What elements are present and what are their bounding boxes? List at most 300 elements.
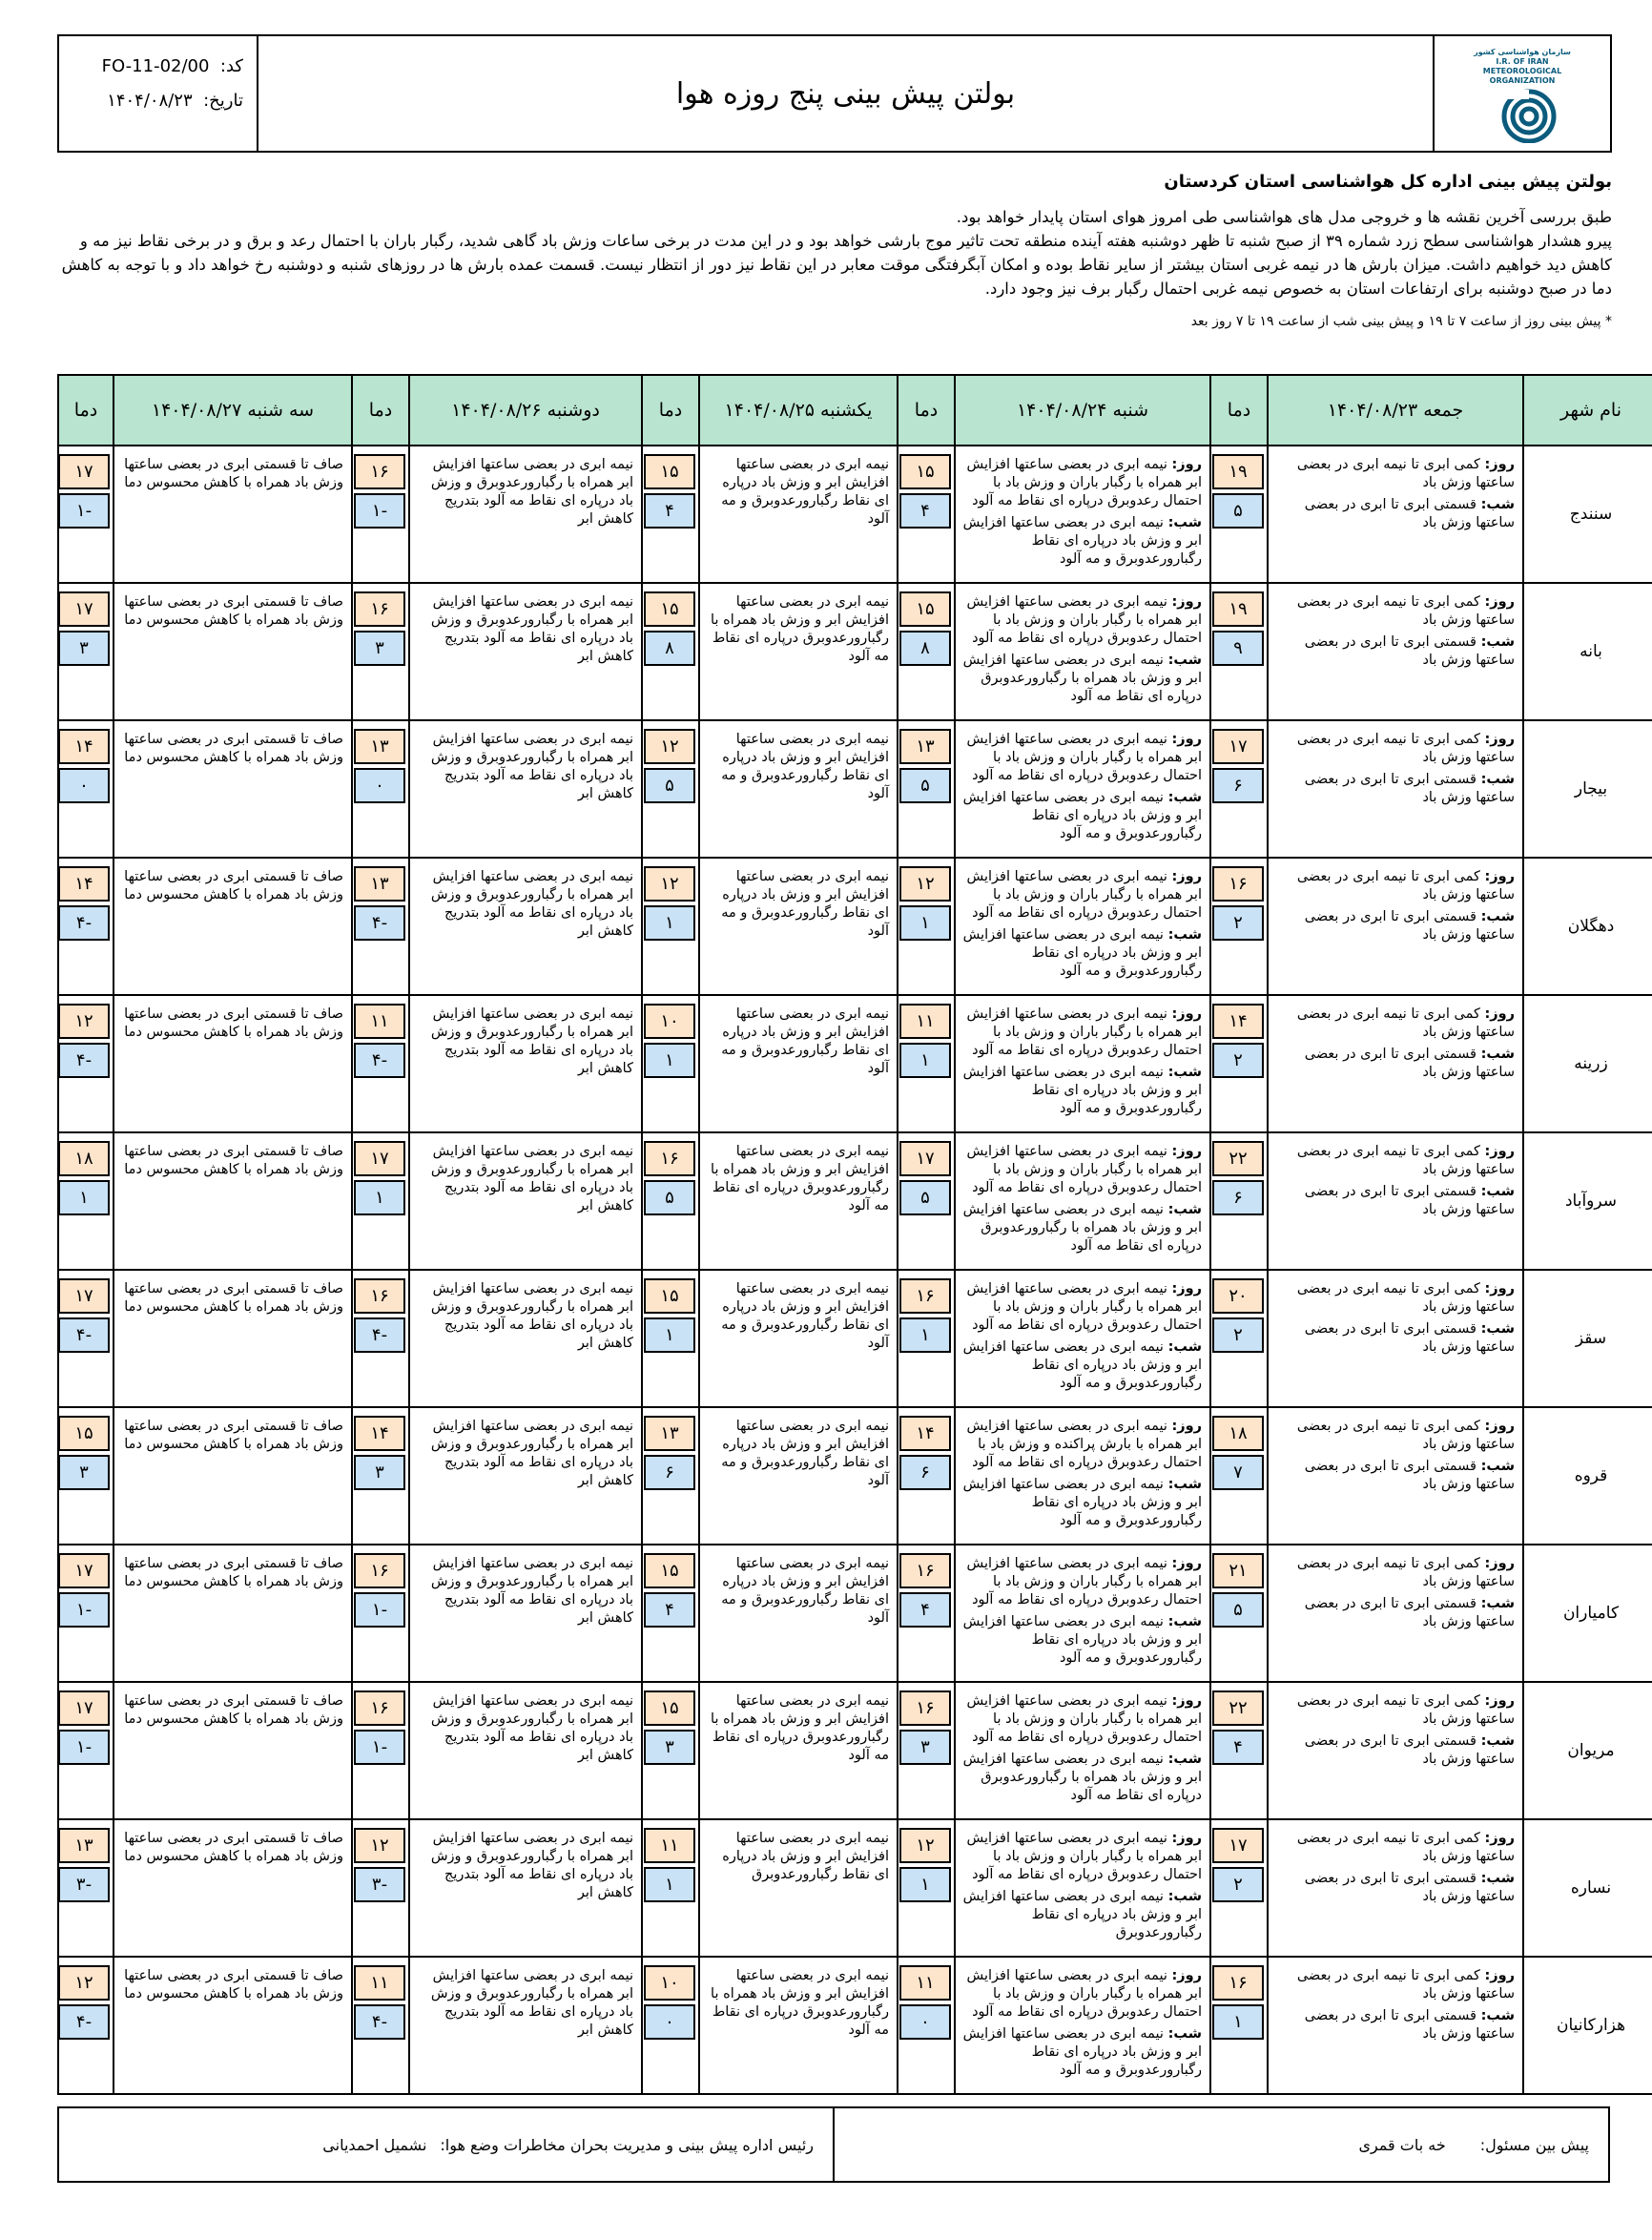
day-label: روز: bbox=[1484, 732, 1515, 747]
forecast-text-value: نیمه ابری در بعضی ساعتها افزایش ابر همراه با رگبارورعدوبرق و وزش باد درپاره ای نقاط مه آلود بتدریج کاهش ابر bbox=[430, 1281, 633, 1351]
night-label: شب: bbox=[1167, 927, 1202, 943]
night-forecast bbox=[961, 789, 1202, 843]
forecast-text bbox=[114, 995, 352, 1132]
min-temp: -۱ bbox=[58, 1730, 110, 1765]
forecaster-box bbox=[835, 2108, 1608, 2181]
day-forecast-text: نیمه ابری در بعضی ساعتها افزایش ابر همراه با رگبار باران و وزش باد با احتمال رعدوبرق درپاره ای نقاط مه آلود bbox=[966, 869, 1202, 921]
forecast-text bbox=[409, 446, 642, 583]
max-temp: ۱۳ bbox=[354, 729, 405, 764]
day-forecast bbox=[961, 1280, 1202, 1335]
day-forecast bbox=[961, 1830, 1202, 1884]
day-forecast bbox=[961, 593, 1202, 648]
day-forecast bbox=[961, 731, 1202, 785]
temperature-cell bbox=[642, 1270, 699, 1407]
day-forecast-text: نیمه ابری در بعضی ساعتها افزایش ابر همراه با رگبار باران و وزش باد با احتمال رعدوبرق درپاره ای نقاط مه آلود bbox=[966, 1556, 1202, 1607]
max-temp: ۱۷ bbox=[1212, 1828, 1264, 1863]
day-forecast bbox=[1274, 1143, 1515, 1179]
night-label: شب: bbox=[1480, 1596, 1515, 1611]
max-temp: ۱۸ bbox=[1212, 1416, 1264, 1451]
max-temp: ۱۲ bbox=[58, 1004, 110, 1039]
forecast-text bbox=[114, 858, 352, 995]
min-temp: ۴ bbox=[1212, 1730, 1264, 1765]
city-name: نساره bbox=[1523, 1819, 1652, 1957]
night-label: شب: bbox=[1480, 1047, 1515, 1062]
min-temp: ۱ bbox=[644, 1867, 695, 1902]
day-forecast-text: نیمه ابری در بعضی ساعتها افزایش ابر همراه با رگبار باران و وزش باد با احتمال رعدوبرق درپاره ای نقاط مه آلود bbox=[966, 732, 1202, 783]
day-label: روز: bbox=[1171, 594, 1202, 610]
logo-text-en3: ORGANIZATION bbox=[1489, 76, 1556, 85]
max-temp: ۱۶ bbox=[1212, 1965, 1264, 2001]
forecast-text-value: نیمه ابری در بعضی ساعتها افزایش ابر و وزش باد همراه با رگبارورعدوبرق درپاره ای نقاط مه آلود bbox=[711, 1693, 889, 1763]
day-forecast-text: کمی ابری تا نیمه ابری در بعضی ساعتها وزش باد bbox=[1296, 457, 1515, 490]
night-forecast bbox=[961, 652, 1202, 706]
night-label: شب: bbox=[1480, 1733, 1515, 1749]
temperature-cell bbox=[642, 720, 699, 858]
temperature-cell bbox=[352, 1682, 409, 1819]
night-forecast-text: قسمتی ابری تا ابری در بعضی ساعتها وزش باد bbox=[1304, 1047, 1515, 1080]
min-temp: -۴ bbox=[58, 1043, 110, 1078]
max-temp: ۱۷ bbox=[58, 1553, 110, 1588]
max-temp: ۱۱ bbox=[354, 1004, 405, 1039]
date-label: تاریخ: bbox=[203, 91, 243, 111]
min-temp: ۷ bbox=[1212, 1455, 1264, 1490]
temperature-cell bbox=[58, 995, 114, 1132]
min-temp: ۵ bbox=[1212, 1592, 1264, 1628]
code-label: کد: bbox=[219, 56, 243, 76]
forecast-text bbox=[114, 720, 352, 858]
night-label: شب: bbox=[1167, 1752, 1202, 1767]
min-temp: ۵ bbox=[644, 768, 695, 803]
min-temp: ۶ bbox=[644, 1455, 695, 1490]
night-label: شب: bbox=[1167, 2026, 1202, 2042]
max-temp: ۱۲ bbox=[58, 1965, 110, 2001]
max-temp: ۱۶ bbox=[354, 454, 405, 489]
temperature-cell bbox=[642, 858, 699, 995]
forecast-text bbox=[1268, 1270, 1523, 1407]
temperature-cell bbox=[1210, 1270, 1268, 1407]
day-forecast bbox=[1274, 456, 1515, 492]
forecast-text-value: صاف تا قسمتی ابری در بعضی ساعتها وزش باد همراه با کاهش محسوس دما bbox=[124, 1144, 343, 1177]
max-temp: ۱۵ bbox=[899, 591, 951, 627]
temperature-cell bbox=[898, 1270, 955, 1407]
forecast-text-value: نیمه ابری در بعضی ساعتها افزایش ابر و وزش باد درپاره ای نقاط رگبارورعدوبرق و مه آلود bbox=[721, 1556, 889, 1626]
temperature-cell bbox=[642, 1132, 699, 1270]
max-temp: ۱۷ bbox=[58, 1278, 110, 1314]
day-label: روز: bbox=[1484, 1419, 1515, 1434]
max-temp: ۱۴ bbox=[58, 866, 110, 902]
temp-header-2: دما bbox=[898, 375, 955, 446]
night-forecast bbox=[1274, 496, 1515, 532]
forecast-text bbox=[1268, 1819, 1523, 1957]
min-temp: ۱ bbox=[899, 905, 951, 941]
min-temp: -۱ bbox=[354, 493, 405, 529]
table-row bbox=[58, 1132, 1652, 1270]
day-label: روز: bbox=[1171, 1144, 1202, 1159]
day-forecast-text: کمی ابری تا نیمه ابری در بعضی ساعتها وزش باد bbox=[1296, 594, 1515, 628]
forecast-text-value: نیمه ابری در بعضی ساعتها افزایش ابر و وزش باد همراه با رگبارورعدوبرق درپاره ای نقاط مه آلود bbox=[711, 1968, 889, 2038]
forecast-text bbox=[1268, 995, 1523, 1132]
temperature-cell bbox=[898, 1819, 955, 1957]
table-row bbox=[58, 720, 1652, 858]
table-header-row bbox=[58, 375, 1652, 446]
temperature-cell bbox=[898, 1682, 955, 1819]
day-label: روز: bbox=[1484, 1831, 1515, 1846]
max-temp: ۱۵ bbox=[644, 1690, 695, 1726]
max-temp: ۱۳ bbox=[354, 866, 405, 902]
temperature-cell bbox=[352, 1407, 409, 1545]
day-forecast bbox=[1274, 1006, 1515, 1042]
night-forecast bbox=[1274, 633, 1515, 670]
forecast-text-value: نیمه ابری در بعضی ساعتها افزایش ابر و وزش باد درپاره ای نقاط رگبارورعدوبرق و مه آلود bbox=[721, 732, 889, 801]
forecast-text-value: نیمه ابری در بعضی ساعتها افزایش ابر همراه با رگبارورعدوبرق و وزش باد درپاره ای نقاط مه آلود بتدریج کاهش ابر bbox=[430, 1006, 633, 1076]
night-label: شب: bbox=[1480, 2008, 1515, 2023]
min-temp: -۴ bbox=[58, 2004, 110, 2040]
temperature-cell bbox=[898, 720, 955, 858]
day-forecast-text: کمی ابری تا نیمه ابری در بعضی ساعتها وزش باد bbox=[1296, 1419, 1515, 1452]
temperature-cell bbox=[898, 1407, 955, 1545]
night-label: شب: bbox=[1167, 653, 1202, 668]
day-forecast-text: نیمه ابری در بعضی ساعتها افزایش ابر همراه با رگبار باران و وزش باد با احتمال رعدوبرق درپاره ای نقاط مه آلود bbox=[966, 1281, 1202, 1333]
head-label: رئیس اداره پیش بینی و مدیریت بحران مخاطرات وضع هوا: bbox=[440, 2135, 814, 2154]
night-forecast-text: نیمه ابری در بعضی ساعتها افزایش ابر و وزش باد درپاره ای نقاط رگبارورعدوبرق bbox=[962, 1889, 1202, 1940]
city-name: مریوان bbox=[1523, 1682, 1652, 1819]
temperature-cell bbox=[898, 995, 955, 1132]
max-temp: ۲۰ bbox=[1212, 1278, 1264, 1314]
night-forecast-text: نیمه ابری در بعضی ساعتها افزایش ابر و وزش باد درپاره ای نقاط رگبارورعدوبرق و مه آلود bbox=[962, 515, 1202, 567]
temperature-cell bbox=[642, 1545, 699, 1682]
min-temp: ۵ bbox=[899, 1180, 951, 1215]
forecast-text bbox=[114, 583, 352, 720]
min-temp: ۳ bbox=[354, 1455, 405, 1490]
intro-section bbox=[57, 170, 1612, 334]
city-name: دهگلان bbox=[1523, 858, 1652, 995]
day-forecast bbox=[1274, 868, 1515, 904]
min-temp: ۱ bbox=[644, 1317, 695, 1353]
city-column-header: نام شهر bbox=[1523, 375, 1652, 446]
day-label: روز: bbox=[1484, 457, 1515, 472]
temperature-cell bbox=[1210, 1682, 1268, 1819]
night-forecast bbox=[1274, 1046, 1515, 1082]
temperature-cell bbox=[642, 1407, 699, 1545]
day-forecast-text: کمی ابری تا نیمه ابری در بعضی ساعتها وزش باد bbox=[1296, 1144, 1515, 1177]
min-temp: -۴ bbox=[354, 1317, 405, 1353]
max-temp: ۱۷ bbox=[58, 591, 110, 627]
temperature-cell bbox=[58, 583, 114, 720]
day-forecast bbox=[961, 1692, 1202, 1747]
max-temp: ۱۷ bbox=[58, 1690, 110, 1726]
temperature-cell bbox=[58, 446, 114, 583]
temperature-cell bbox=[898, 1545, 955, 1682]
forecast-text bbox=[114, 1545, 352, 1682]
day-forecast bbox=[961, 1006, 1202, 1060]
night-label: شب: bbox=[1167, 515, 1202, 530]
forecast-text bbox=[699, 1545, 898, 1682]
temperature-cell bbox=[58, 1132, 114, 1270]
night-label: شب: bbox=[1480, 1321, 1515, 1337]
forecast-text bbox=[114, 446, 352, 583]
temperature-cell bbox=[352, 1819, 409, 1957]
night-label: شب: bbox=[1480, 497, 1515, 512]
min-temp: ۶ bbox=[1212, 768, 1264, 803]
day-forecast bbox=[961, 1967, 1202, 2022]
temperature-cell bbox=[58, 1270, 114, 1407]
night-forecast-text: قسمتی ابری تا ابری در بعضی ساعتها وزش باد bbox=[1304, 1596, 1515, 1629]
max-temp: ۱۴ bbox=[1212, 1004, 1264, 1039]
max-temp: ۱۰ bbox=[644, 1004, 695, 1039]
max-temp: ۱۷ bbox=[354, 1141, 405, 1176]
night-forecast-text: نیمه ابری در بعضی ساعتها افزایش ابر و وزش باد درپاره ای نقاط رگبارورعدوبرق و مه آلود bbox=[962, 1614, 1202, 1666]
max-temp: ۱۴ bbox=[899, 1416, 951, 1451]
night-forecast-text: نیمه ابری در بعضی ساعتها افزایش ابر و وزش باد درپاره ای نقاط رگبارورعدوبرق و مه آلود bbox=[962, 927, 1202, 979]
temperature-cell bbox=[352, 1545, 409, 1682]
night-forecast bbox=[1274, 1320, 1515, 1357]
forecast-text bbox=[114, 1132, 352, 1270]
intro-heading: بولتن پیش بینی اداره کل هواشناسی استان کردستان bbox=[1164, 172, 1612, 192]
irimo-logo bbox=[1433, 36, 1610, 151]
table-row bbox=[58, 995, 1652, 1132]
night-forecast-text: قسمتی ابری تا ابری در بعضی ساعتها وزش باد bbox=[1304, 2008, 1515, 2042]
min-temp: ۵ bbox=[644, 1180, 695, 1215]
max-temp: ۱۶ bbox=[899, 1278, 951, 1314]
day-header-1: جمعه ۱۴۰۴/۰۸/۲۳ bbox=[1268, 375, 1523, 446]
temperature-cell bbox=[1210, 1819, 1268, 1957]
forecast-text-value: نیمه ابری در بعضی ساعتها افزایش ابر و وزش باد درپاره ای نقاط رگبارورعدوبرق و مه آلود bbox=[721, 1419, 889, 1488]
bulletin-title: بولتن پیش بینی پنج روزه هوا bbox=[675, 76, 1016, 111]
max-temp: ۱۳ bbox=[644, 1416, 695, 1451]
forecast-text-value: نیمه ابری در بعضی ساعتها افزایش ابر همراه با رگبارورعدوبرق و وزش باد درپاره ای نقاط مه آلود بتدریج کاهش ابر bbox=[430, 1556, 633, 1626]
forecast-text bbox=[1268, 1407, 1523, 1545]
forecast-text bbox=[114, 1957, 352, 2094]
temperature-cell bbox=[58, 858, 114, 995]
day-header-2: شنبه ۱۴۰۴/۰۸/۲۴ bbox=[955, 375, 1210, 446]
min-temp: ۸ bbox=[644, 631, 695, 666]
min-temp: -۴ bbox=[58, 1317, 110, 1353]
day-forecast-text: کمی ابری تا نیمه ابری در بعضی ساعتها وزش باد bbox=[1296, 1693, 1515, 1727]
forecast-text bbox=[955, 858, 1210, 995]
max-temp: ۱۶ bbox=[354, 1278, 405, 1314]
temperature-cell bbox=[1210, 720, 1268, 858]
forecast-text-value: نیمه ابری در بعضی ساعتها افزایش ابر و وزش باد درپاره ای نقاط رگبارورعدوبرق و مه آلود bbox=[721, 1281, 889, 1351]
min-temp: ۰ bbox=[354, 768, 405, 803]
temperature-cell bbox=[642, 446, 699, 583]
min-temp: ۶ bbox=[1212, 1180, 1264, 1215]
forecast-text-value: نیمه ابری در بعضی ساعتها افزایش ابر و وزش باد همراه با رگبارورعدوبرق درپاره ای نقاط مه آلود bbox=[711, 1144, 889, 1213]
min-temp: ۱ bbox=[899, 1317, 951, 1353]
day-forecast-text: نیمه ابری در بعضی ساعتها افزایش ابر همراه با بارش پراکنده و وزش باد با احتمال رعدوبرق درپاره ای نقاط مه آلود bbox=[966, 1419, 1202, 1470]
temperature-cell bbox=[58, 1819, 114, 1957]
forecast-text-value: صاف تا قسمتی ابری در بعضی ساعتها وزش باد همراه با کاهش محسوس دما bbox=[124, 1281, 343, 1315]
max-temp: ۱۶ bbox=[899, 1690, 951, 1726]
day-forecast bbox=[961, 456, 1202, 510]
forecast-text-value: نیمه ابری در بعضی ساعتها افزایش ابر و وزش باد درپاره ای نقاط رگبارورعدوبرق و مه آلود bbox=[721, 457, 889, 527]
night-forecast bbox=[961, 1751, 1202, 1805]
forecast-text-value: نیمه ابری در بعضی ساعتها افزایش ابر و وزش باد همراه با رگبارورعدوبرق درپاره ای نقاط مه آلود bbox=[711, 594, 889, 664]
day-label: روز: bbox=[1171, 1693, 1202, 1709]
night-forecast bbox=[1274, 908, 1515, 944]
night-forecast bbox=[1274, 1458, 1515, 1494]
forecast-text bbox=[955, 446, 1210, 583]
forecast-text bbox=[409, 1270, 642, 1407]
night-forecast bbox=[961, 514, 1202, 569]
forecast-text-value: نیمه ابری در بعضی ساعتها افزایش ابر همراه با رگبارورعدوبرق و وزش باد درپاره ای نقاط مه آلود بتدریج کاهش ابر bbox=[430, 1968, 633, 2038]
max-temp: ۱۵ bbox=[644, 454, 695, 489]
day-forecast bbox=[961, 868, 1202, 923]
city-name: سقز bbox=[1523, 1270, 1652, 1407]
forecast-text bbox=[409, 1682, 642, 1819]
min-temp: -۳ bbox=[354, 1867, 405, 1902]
day-forecast bbox=[1274, 1555, 1515, 1591]
max-temp: ۱۴ bbox=[58, 729, 110, 764]
forecast-text bbox=[409, 1545, 642, 1682]
max-temp: ۱۲ bbox=[899, 1828, 951, 1863]
day-label: روز: bbox=[1484, 1556, 1515, 1571]
forecast-text bbox=[1268, 858, 1523, 995]
night-forecast-text: نیمه ابری در بعضی ساعتها افزایش ابر و وزش باد درپاره ای نقاط رگبارورعدوبرق و مه آلود bbox=[962, 790, 1202, 841]
forecast-text-value: نیمه ابری در بعضی ساعتها افزایش ابر و وزش باد درپاره ای نقاط رگبارورعدوبرق و مه آلود bbox=[721, 869, 889, 939]
day-forecast bbox=[1274, 593, 1515, 630]
night-forecast-text: نیمه ابری در بعضی ساعتها افزایش ابر و وزش باد همراه با رگبارورعدوبرق درپاره ای نقاط مه آلود bbox=[962, 653, 1202, 704]
forecast-text bbox=[699, 720, 898, 858]
night-forecast-text: نیمه ابری در بعضی ساعتها افزایش ابر و وزش باد درپاره ای نقاط رگبارورعدوبرق و مه آلود bbox=[962, 1339, 1202, 1391]
min-temp: -۱ bbox=[58, 493, 110, 529]
temperature-cell bbox=[352, 1270, 409, 1407]
temperature-cell bbox=[352, 1132, 409, 1270]
temperature-cell bbox=[898, 1132, 955, 1270]
day-label: روز: bbox=[1484, 1968, 1515, 1983]
logo-text-fa: سازمان هواشناسی کشور bbox=[1474, 48, 1571, 56]
day-label: روز: bbox=[1484, 1006, 1515, 1022]
temperature-cell bbox=[642, 583, 699, 720]
night-label: شب: bbox=[1167, 790, 1202, 805]
day-forecast-text: نیمه ابری در بعضی ساعتها افزایش ابر همراه با رگبار باران و وزش باد با احتمال رعدوبرق درپاره ای نقاط مه آلود bbox=[966, 1968, 1202, 2020]
forecast-text bbox=[1268, 1957, 1523, 2094]
day-forecast bbox=[961, 1418, 1202, 1472]
night-forecast-text: قسمتی ابری تا ابری در بعضی ساعتها وزش باد bbox=[1304, 1733, 1515, 1767]
night-forecast-text: قسمتی ابری تا ابری در بعضی ساعتها وزش باد bbox=[1304, 1871, 1515, 1904]
day-label: روز: bbox=[1171, 1281, 1202, 1296]
max-temp: ۱۶ bbox=[1212, 866, 1264, 902]
night-label: شب: bbox=[1167, 1339, 1202, 1355]
night-label: شب: bbox=[1480, 634, 1515, 650]
temperature-cell bbox=[898, 858, 955, 995]
day-label: روز: bbox=[1484, 1144, 1515, 1159]
table-row bbox=[58, 1545, 1652, 1682]
max-temp: ۲۱ bbox=[1212, 1553, 1264, 1588]
min-temp: -۴ bbox=[354, 2004, 405, 2040]
min-temp: ۲ bbox=[1212, 1043, 1264, 1078]
date-value: ۱۴۰۴/۰۸/۲۳ bbox=[107, 91, 193, 111]
max-temp: ۱۵ bbox=[899, 454, 951, 489]
min-temp: ۱ bbox=[354, 1180, 405, 1215]
forecast-text-value: نیمه ابری در بعضی ساعتها افزایش ابر همراه با رگبارورعدوبرق و وزش باد درپاره ای نقاط مه آلود بتدریج کاهش ابر bbox=[430, 1693, 633, 1763]
min-temp: ۳ bbox=[58, 1455, 110, 1490]
temperature-cell bbox=[58, 1407, 114, 1545]
night-forecast bbox=[961, 1064, 1202, 1118]
max-temp: ۱۷ bbox=[1212, 729, 1264, 764]
night-label: شب: bbox=[1167, 1202, 1202, 1217]
min-temp: ۳ bbox=[58, 631, 110, 666]
night-forecast-text: قسمتی ابری تا ابری در بعضی ساعتها وزش باد bbox=[1304, 772, 1515, 805]
max-temp: ۱۷ bbox=[58, 454, 110, 489]
night-label: شب: bbox=[1480, 772, 1515, 787]
forecast-text bbox=[699, 1957, 898, 2094]
day-label: روز: bbox=[1171, 869, 1202, 884]
temperature-cell bbox=[1210, 995, 1268, 1132]
night-forecast-text: قسمتی ابری تا ابری در بعضی ساعتها وزش باد bbox=[1304, 1321, 1515, 1355]
day-forecast bbox=[961, 1555, 1202, 1609]
temperature-cell bbox=[642, 995, 699, 1132]
forecast-text bbox=[114, 1819, 352, 1957]
temperature-cell bbox=[352, 583, 409, 720]
temperature-cell bbox=[352, 1957, 409, 2094]
table-row bbox=[58, 1682, 1652, 1819]
max-temp: ۱۹ bbox=[1212, 454, 1264, 489]
forecast-text-value: نیمه ابری در بعضی ساعتها افزایش ابر همراه با رگبارورعدوبرق و وزش باد درپاره ای نقاط مه آلود بتدریج کاهش ابر bbox=[430, 457, 633, 527]
forecast-text bbox=[699, 446, 898, 583]
min-temp: ۴ bbox=[644, 1592, 695, 1628]
temperature-cell bbox=[1210, 1407, 1268, 1545]
forecast-text bbox=[114, 1682, 352, 1819]
temperature-cell bbox=[642, 1682, 699, 1819]
max-temp: ۱۴ bbox=[354, 1416, 405, 1451]
max-temp: ۲۲ bbox=[1212, 1141, 1264, 1176]
forecast-text-value: صاف تا قسمتی ابری در بعضی ساعتها وزش باد همراه با کاهش محسوس دما bbox=[124, 594, 343, 628]
max-temp: ۱۷ bbox=[899, 1141, 951, 1176]
temperature-cell bbox=[898, 1957, 955, 2094]
temp-header-1: دما bbox=[1210, 375, 1268, 446]
day-label: روز: bbox=[1171, 1006, 1202, 1022]
forecast-text-value: صاف تا قسمتی ابری در بعضی ساعتها وزش باد همراه با کاهش محسوس دما bbox=[124, 1556, 343, 1589]
forecast-text bbox=[1268, 1682, 1523, 1819]
day-header-5: سه شنبه ۱۴۰۴/۰۸/۲۷ bbox=[114, 375, 352, 446]
forecast-text bbox=[955, 583, 1210, 720]
night-forecast-text: قسمتی ابری تا ابری در بعضی ساعتها وزش باد bbox=[1304, 497, 1515, 530]
city-name: بیجار bbox=[1523, 720, 1652, 858]
night-forecast bbox=[961, 1613, 1202, 1668]
logo-text-en2: METEOROLOGICAL bbox=[1482, 67, 1562, 75]
min-temp: ۰ bbox=[58, 768, 110, 803]
night-forecast bbox=[961, 1338, 1202, 1393]
night-forecast bbox=[961, 1201, 1202, 1255]
forecast-text-value: نیمه ابری در بعضی ساعتها افزایش ابر همراه با رگبارورعدوبرق و وزش باد درپاره ای نقاط مه آلود بتدریج کاهش ابر bbox=[430, 1831, 633, 1900]
table-row bbox=[58, 858, 1652, 995]
night-forecast-text: نیمه ابری در بعضی ساعتها افزایش ابر و وزش باد درپاره ای نقاط رگبارورعدوبرق و مه آلود bbox=[962, 1065, 1202, 1116]
table-row bbox=[58, 1407, 1652, 1545]
city-name: سنندج bbox=[1523, 446, 1652, 583]
forecast-text-value: صاف تا قسمتی ابری در بعضی ساعتها وزش باد همراه با کاهش محسوس دما bbox=[124, 732, 343, 765]
min-temp: ۱ bbox=[899, 1867, 951, 1902]
day-label: روز: bbox=[1171, 1831, 1202, 1846]
temperature-cell bbox=[1210, 1132, 1268, 1270]
forecast-text bbox=[409, 858, 642, 995]
day-label: روز: bbox=[1484, 594, 1515, 610]
forecast-text-value: صاف تا قسمتی ابری در بعضی ساعتها وزش باد همراه با کاهش محسوس دما bbox=[124, 1831, 343, 1864]
min-temp: ۲ bbox=[1212, 905, 1264, 941]
night-label: شب: bbox=[1480, 1184, 1515, 1199]
temperature-cell bbox=[1210, 583, 1268, 720]
night-label: شب: bbox=[1167, 1889, 1202, 1904]
spiral-logo-icon bbox=[1479, 86, 1565, 143]
day-forecast bbox=[1274, 1967, 1515, 2003]
max-temp: ۱۵ bbox=[58, 1416, 110, 1451]
min-temp: ۴ bbox=[899, 493, 951, 529]
forecast-text-value: صاف تا قسمتی ابری در بعضی ساعتها وزش باد همراه با کاهش محسوس دما bbox=[124, 1419, 343, 1452]
forecast-text-value: صاف تا قسمتی ابری در بعضی ساعتها وزش باد همراه با کاهش محسوس دما bbox=[124, 1693, 343, 1727]
night-forecast-text: قسمتی ابری تا ابری در بعضی ساعتها وزش باد bbox=[1304, 909, 1515, 943]
day-forecast-text: کمی ابری تا نیمه ابری در بعضی ساعتها وزش باد bbox=[1296, 1281, 1515, 1315]
day-forecast-text: کمی ابری تا نیمه ابری در بعضی ساعتها وزش باد bbox=[1296, 1831, 1515, 1864]
min-temp: ۱ bbox=[58, 1180, 110, 1215]
